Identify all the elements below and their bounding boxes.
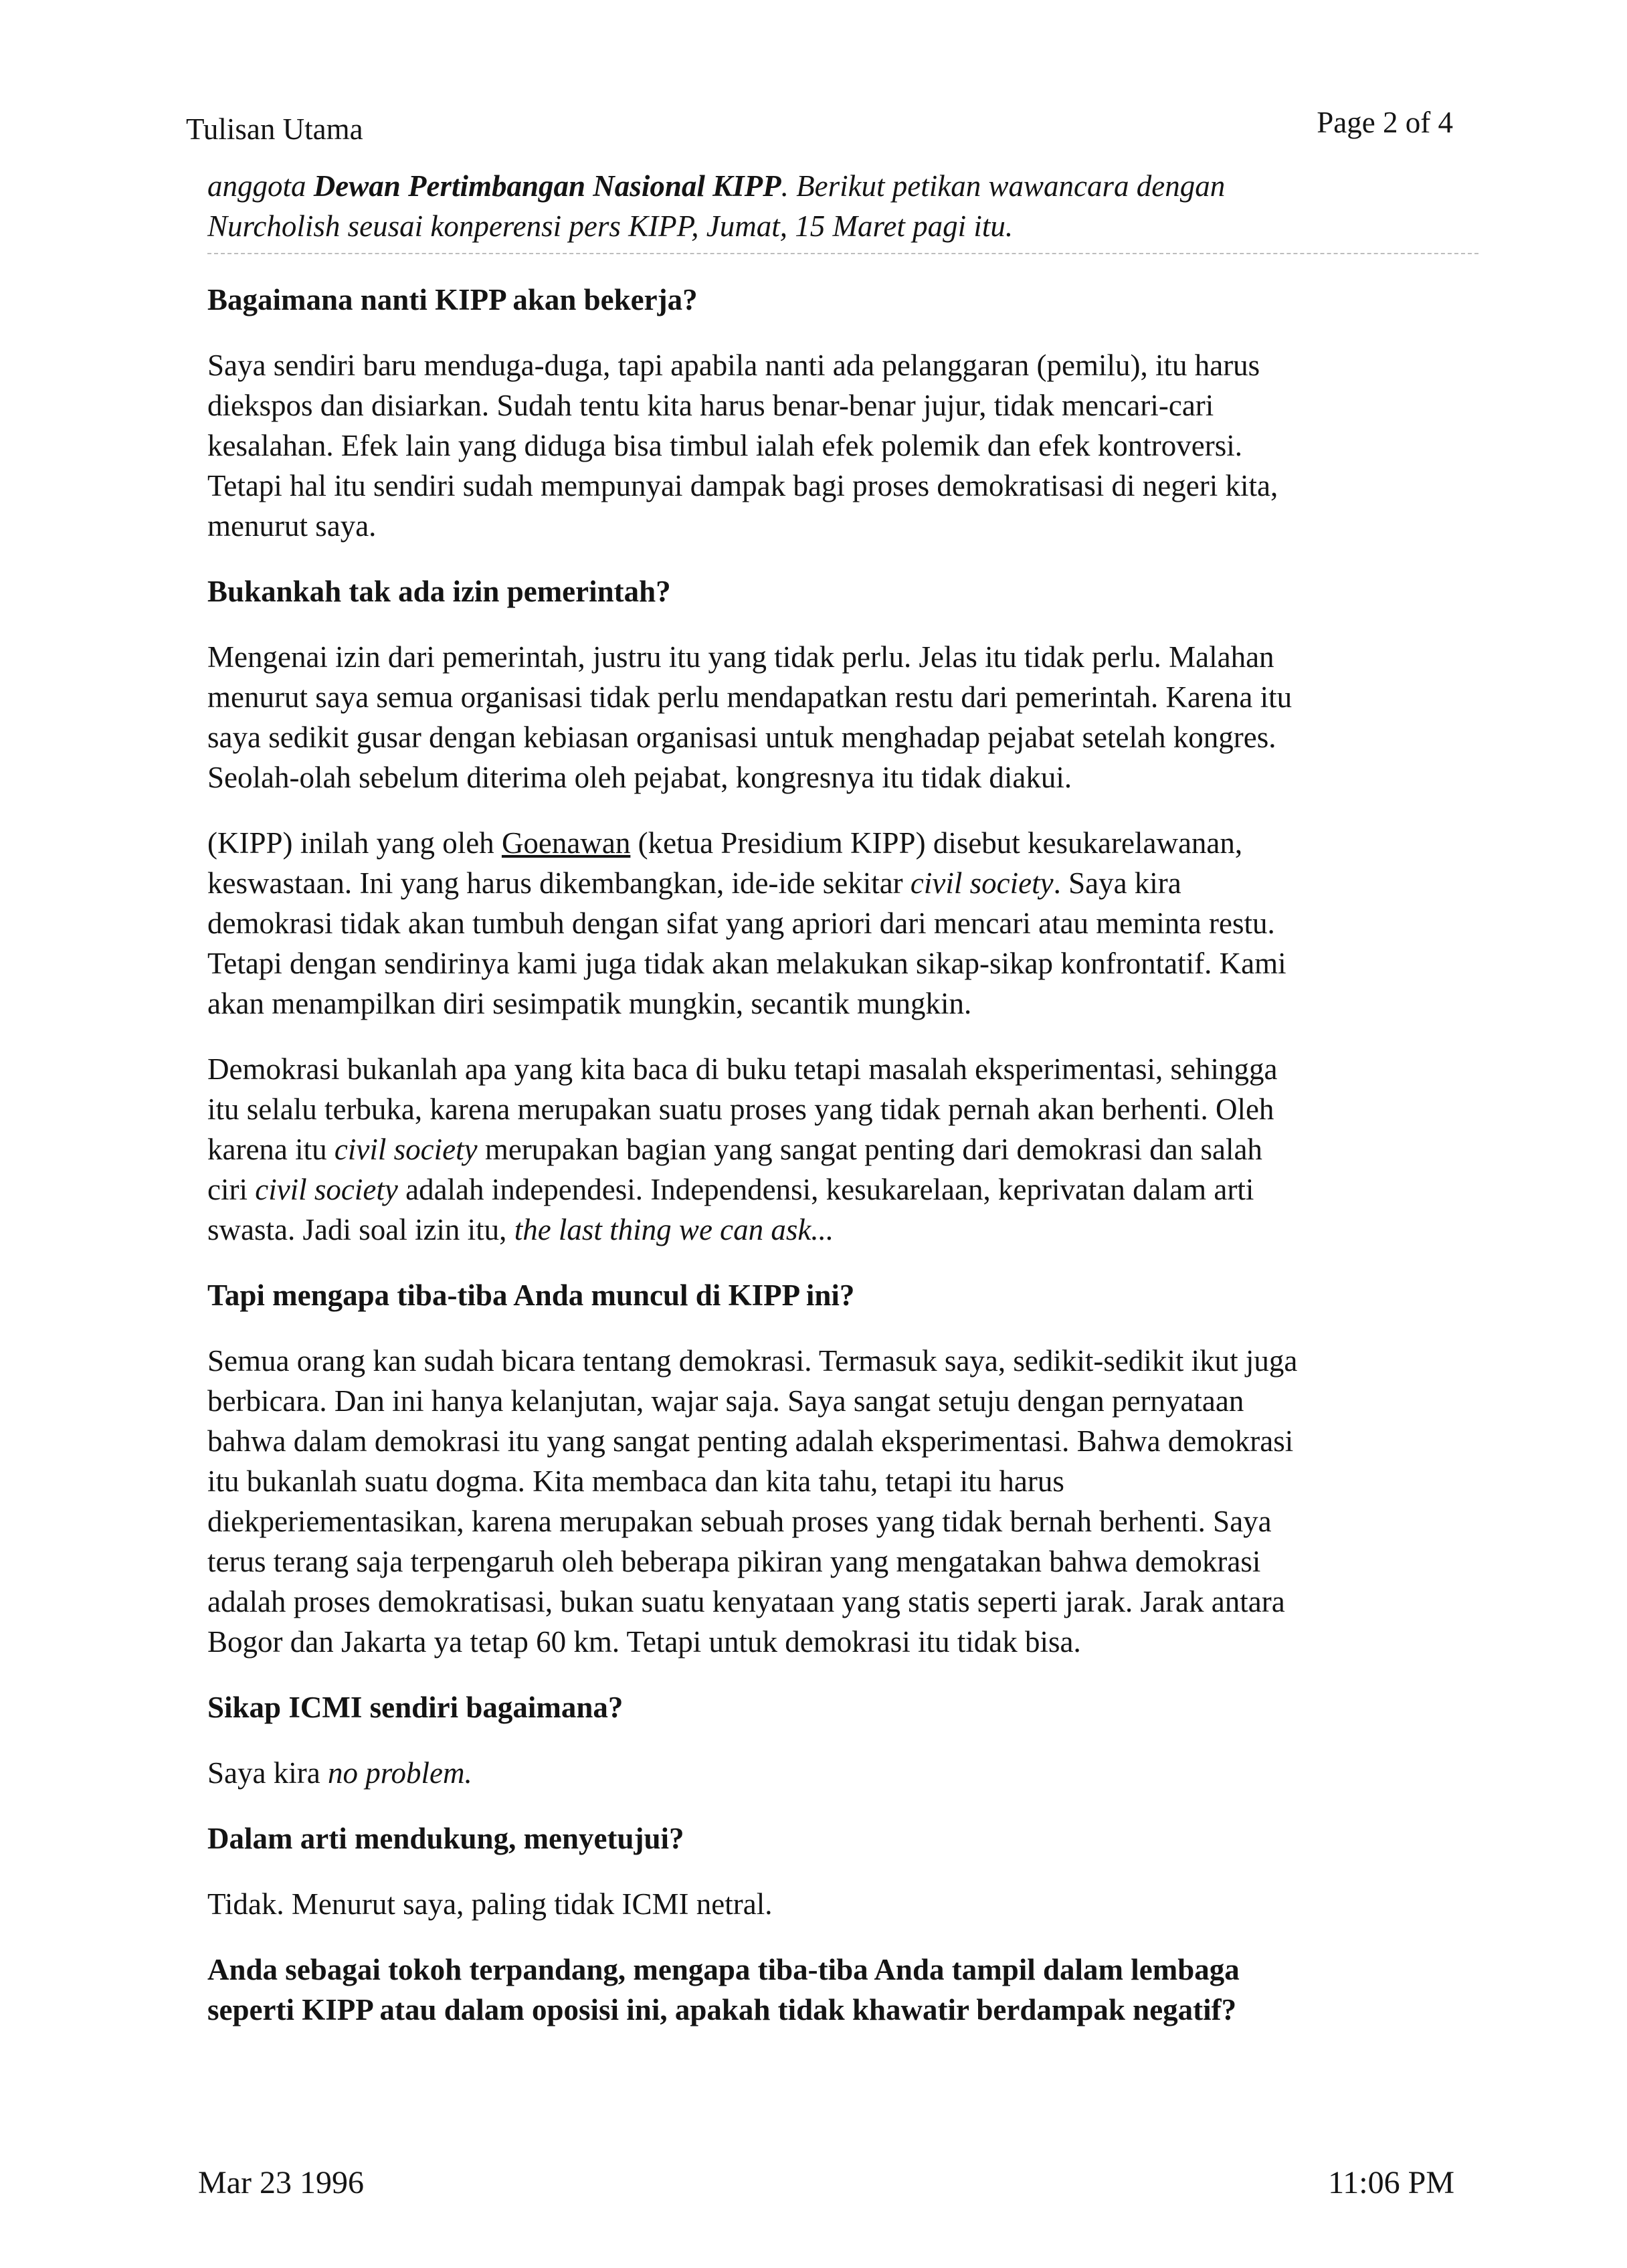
answer-text: adalah independesi. Independensi, kesukarelaan, keprivatan dalam arti — [397, 1173, 1254, 1206]
answer-text: Saya kira — [207, 1756, 328, 1790]
answer-text: . Saya kira — [1053, 866, 1181, 900]
answer-line: adalah proses demokratisasi, bukan suatu kenyataan yang statis seperti jarak. Jarak antara — [207, 1585, 1285, 1618]
answer-paragraph — [207, 1341, 1478, 1662]
footer-date: Mar 23 1996 — [198, 2165, 364, 2200]
answer-paragraph: Tidak. Menurut saya, paling tidak ICMI netral. — [207, 1887, 773, 1921]
question-heading — [207, 1950, 1478, 2030]
answer-text: karena itu — [207, 1133, 334, 1166]
italic-phrase: the last thing we can ask... — [514, 1213, 834, 1246]
italic-term: civil society — [334, 1133, 478, 1166]
answer-text: merupakan bagian yang sangat penting dari demokrasi dan salah — [477, 1133, 1262, 1166]
question-heading: Tapi mengapa tiba-tiba Anda muncul di KIPP ini? — [207, 1279, 855, 1312]
answer-text: swasta. Jadi soal izin itu, — [207, 1213, 514, 1246]
italic-term: civil society — [255, 1173, 398, 1206]
goenawan-link[interactable]: Goenawan — [501, 826, 631, 860]
answer-paragraph — [207, 823, 1478, 1024]
answer-line: berbicara. Dan ini hanya kelanjutan, wajar saja. Saya sangat setuju dengan pernyataan — [207, 1384, 1244, 1418]
answer-line: Saya sendiri baru menduga-duga, tapi apabila nanti ada pelanggaran (pemilu), itu harus — [207, 349, 1260, 382]
answer-line: itu selalu terbuka, karena merupakan suatu proses yang tidak pernah akan berhenti. Oleh — [207, 1093, 1274, 1126]
italic-phrase: no problem. — [327, 1756, 472, 1790]
question-heading: Bukankah tak ada izin pemerintah? — [207, 575, 671, 608]
answer-line: akan menampilkan diri sesimpatik mungkin, secantik mungkin. — [207, 987, 972, 1020]
question-line: seperti KIPP atau dalam oposisi ini, apakah tidak khawatir berdampak negatif? — [207, 1993, 1237, 2026]
answer-line: Mengenai izin dari pemerintah, justru itu yang tidak perlu. Jelas itu tidak perlu. Malahan — [207, 640, 1274, 674]
answer-line: Bogor dan Jakarta ya tetap 60 km. Tetapi untuk demokrasi itu tidak bisa. — [207, 1625, 1081, 1659]
answer-paragraph — [207, 1049, 1478, 1250]
intro-text: . Berikut petikan wawancara dengan — [781, 169, 1226, 203]
intro-paragraph — [207, 166, 1478, 246]
intro-text: Nurcholish seusai konperensi pers KIPP, Jumat, 15 Maret pagi itu. — [207, 209, 1014, 243]
header-page-number: Page 2 of 4 — [1317, 106, 1453, 139]
answer-line: Seolah-olah sebelum diterima oleh pejabat, kongresnya itu tidak diakui. — [207, 761, 1072, 794]
question-heading: Bagaimana nanti KIPP akan bekerja? — [207, 283, 698, 316]
answer-line: itu bukanlah suatu dogma. Kita membaca dan kita tahu, tetapi itu harus — [207, 1464, 1064, 1498]
article-body — [207, 166, 1478, 2055]
intro-text: anggota — [207, 169, 314, 203]
answer-paragraph — [207, 637, 1478, 797]
question-heading: Dalam arti mendukung, menyetujui? — [207, 1822, 684, 1855]
question-line: Anda sebagai tokoh terpandang, mengapa tiba-tiba Anda tampil dalam lembaga — [207, 1953, 1240, 1986]
answer-text: (ketua Presidium KIPP) disebut kesukarelawanan, — [630, 826, 1243, 860]
answer-text: keswastaan. Ini yang harus dikembangkan, ide-ide sekitar — [207, 866, 911, 900]
answer-line: Tetapi hal itu sendiri sudah mempunyai dampak bagi proses demokratisasi di negeri kita, — [207, 469, 1278, 502]
answer-line: menurut saya semua organisasi tidak perlu mendapatkan restu dari pemerintah. Karena itu — [207, 680, 1293, 714]
answer-line: bahwa dalam demokrasi itu yang sangat penting adalah eksperimentasi. Bahwa demokrasi — [207, 1424, 1294, 1458]
answer-line: Tetapi dengan sendirinya kami juga tidak akan melakukan sikap-sikap konfrontatif. Kami — [207, 947, 1286, 980]
answer-paragraph — [207, 345, 1478, 546]
answer-line: demokrasi tidak akan tumbuh dengan sifat yang apriori dari mencari atau meminta restu. — [207, 907, 1275, 940]
answer-text: (KIPP) inilah yang oleh — [207, 826, 502, 860]
answer-line: menurut saya. — [207, 509, 377, 543]
answer-line: Demokrasi bukanlah apa yang kita baca di buku tetapi masalah eksperimentasi, sehingga — [207, 1052, 1278, 1086]
answer-line: kesalahan. Efek lain yang diduga bisa timbul ialah efek polemik dan efek kontroversi. — [207, 429, 1243, 462]
intro-bold-org: Dewan Pertimbangan Nasional KIPP — [313, 169, 781, 203]
answer-line: Semua orang kan sudah bicara tentang demokrasi. Termasuk saya, sedikit-sedikit ikut juga — [207, 1344, 1298, 1378]
header-section-title: Tulisan Utama — [186, 112, 363, 146]
answer-text: ciri — [207, 1173, 256, 1206]
answer-line: terus terang saja terpengaruh oleh beberapa pikiran yang mengatakan bahwa demokrasi — [207, 1545, 1261, 1578]
footer-time: 11:06 PM — [1328, 2165, 1454, 2200]
italic-term: civil society — [910, 866, 1054, 900]
divider — [207, 253, 1478, 254]
answer-line: saya sedikit gusar dengan kebiasan organisasi untuk menghadap pejabat setelah kongres. — [207, 721, 1276, 754]
answer-line: diekperiementasikan, karena merupakan sebuah proses yang tidak bernah berhenti. Saya — [207, 1505, 1272, 1538]
answer-paragraph — [207, 1753, 1478, 1793]
question-heading: Sikap ICMI sendiri bagaimana? — [207, 1691, 624, 1724]
answer-line: diekspos dan disiarkan. Sudah tentu kita harus benar-benar jujur, tidak mencari-cari — [207, 389, 1214, 422]
